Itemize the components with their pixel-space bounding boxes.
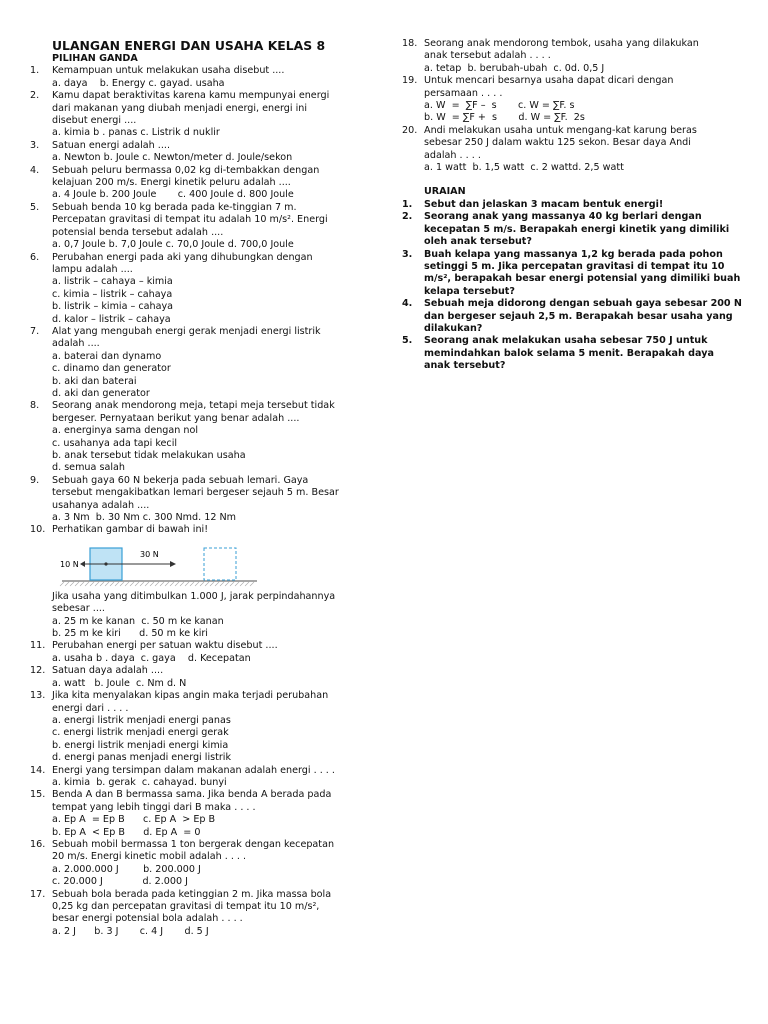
hatch-mark <box>245 582 249 586</box>
question-item <box>402 298 746 335</box>
answer-option: a. energinya sama dengan nol <box>52 425 199 437</box>
question-number: 3. <box>30 139 40 151</box>
question-text: Sebuah peluru bermassa 0,02 kg di-tembakkan dengan <box>52 164 320 176</box>
answer-option: b. 25 m ke kiri d. 50 m ke kiri <box>52 628 208 640</box>
answer-option: b. Ep A < Ep B d. Ep A = 0 <box>52 826 201 838</box>
question-text: setinggi 5 m. Jika percepatan gravitasi di tempat itu 10 <box>424 260 725 272</box>
label-left-force: 10 N <box>60 559 79 569</box>
question-text: anak tersebut adalah . . . . <box>424 50 551 62</box>
hatch-mark <box>135 582 139 586</box>
arrowhead-right-icon <box>170 561 176 567</box>
question-text: Sebuah bola berada pada ketinggian 2 m. Jika massa bola <box>52 888 332 900</box>
answer-option: d. semua salah <box>52 462 125 474</box>
answer-option: a. Ep A = Ep B c. Ep A > Ep B <box>52 814 216 826</box>
essay-question-list <box>402 199 746 373</box>
answer-option: c. 20.000 J d. 2.000 J <box>52 876 188 888</box>
question-number: 12. <box>30 665 46 677</box>
question-item <box>30 889 358 926</box>
answer-option: a. usaha b . daya c. gaya d. Kecepatan <box>52 652 251 664</box>
question-text: anak tersebut? <box>424 360 506 372</box>
question-text: Jika kita menyalakan kipas angin maka terjadi perubahan <box>52 690 329 702</box>
question-text: Sebuah meja didorong dengan sebuah gaya sebesar 200 N <box>424 298 742 310</box>
section-pilihan-ganda: PILIHAN GANDA <box>52 53 138 64</box>
question-item <box>402 38 746 63</box>
question-text: Jika usaha yang ditimbulkan 1.000 J, jarak perpindahannya <box>52 590 336 602</box>
question-text: Sebuah gaya 60 N bekerja pada sebuah lemari. Gaya <box>52 474 309 486</box>
hatch-mark <box>90 582 94 586</box>
question-item <box>402 199 746 211</box>
question-number: 16. <box>30 838 46 850</box>
question-text: Seorang anak yang massanya 40 kg berlari dengan <box>424 211 702 223</box>
question-number: 1. <box>402 198 413 210</box>
question-number: 6. <box>30 251 40 263</box>
question-text: Seorang anak mendorong tembok, usaha yang dilakukan <box>424 38 699 49</box>
question-item <box>30 475 358 512</box>
question-list-left <box>30 65 358 938</box>
answer-option: c. dinamo dan generator <box>52 363 171 375</box>
hatch-mark <box>225 582 229 586</box>
question-number: 9. <box>30 474 40 486</box>
answer-option: a. 2.000.000 J b. 200.000 J <box>52 863 201 875</box>
question-item <box>30 640 358 652</box>
question-text: usahanya adalah .... <box>52 499 150 511</box>
hatch-mark <box>130 582 134 586</box>
hatch-mark <box>120 582 124 586</box>
answer-option: a. baterai dan dynamo <box>52 350 162 362</box>
question-number: 8. <box>30 400 40 412</box>
question-text: potensial benda tersebut adalah .... <box>52 226 224 238</box>
hatch-mark <box>175 582 179 586</box>
question-item <box>30 665 358 677</box>
question-item <box>30 326 358 351</box>
hatch-mark <box>250 582 254 586</box>
hatch-mark <box>125 582 129 586</box>
hatch-mark <box>185 582 189 586</box>
answer-option: d. energi panas menjadi energi listrik <box>52 752 232 764</box>
question-item <box>30 690 358 715</box>
question-item <box>30 524 358 536</box>
question-number: 19. <box>402 75 418 87</box>
question-item <box>30 165 358 190</box>
question-text: dan bergeser sejauh 2,5 m. Berapakah besar usaha yang <box>424 310 733 322</box>
question-number: 18. <box>402 38 418 49</box>
answer-option: a. 3 Nm b. 30 Nm c. 300 Nmd. 12 Nm <box>52 512 236 524</box>
label-right-force: 30 N <box>140 549 159 559</box>
question-number: 11. <box>30 640 46 652</box>
question-text: energi dari . . . . <box>52 702 129 714</box>
answer-option: b. aki dan baterai <box>52 375 137 387</box>
block-final-position <box>204 548 236 580</box>
hatch-mark <box>100 582 104 586</box>
question-text: adalah . . . . <box>424 149 481 161</box>
question-text: disebut energi .... <box>52 115 137 127</box>
hatch-mark <box>140 582 144 586</box>
hatch-mark <box>155 582 159 586</box>
hatch-mark <box>240 582 244 586</box>
hatch-mark <box>75 582 79 586</box>
hatch-mark <box>65 582 69 586</box>
hatch-mark <box>115 582 119 586</box>
question-text: Andi melakukan usaha untuk mengang-kat karung beras <box>424 124 697 136</box>
question-text: sebesar 250 J dalam waktu 125 sekon. Besar daya Andi <box>424 137 691 149</box>
question-number: 4. <box>30 164 40 176</box>
question-text: Kemampuan untuk melakukan usaha disebut .... <box>52 65 285 77</box>
question-item <box>30 140 358 152</box>
hatch-mark <box>105 582 109 586</box>
question-number: 2. <box>30 90 40 102</box>
hatch-mark <box>180 582 184 586</box>
right-column <box>402 38 746 373</box>
hatch-mark <box>150 582 154 586</box>
hatch-mark <box>165 582 169 586</box>
question-text: dari makanan yang diubah menjadi energi, energi ini <box>52 102 307 114</box>
question-text: Sebut dan jelaskan 3 macam bentuk energi! <box>424 198 664 210</box>
hatch-mark <box>160 582 164 586</box>
question-text: Energi yang tersimpan dalam makanan adalah energi . . . . <box>52 764 335 776</box>
hatch-mark <box>200 582 204 586</box>
question-text: bergeser. Pernyataan berikut yang benar adalah .... <box>52 412 300 424</box>
question-item <box>30 400 358 425</box>
question-text: Perubahan energi pada aki yang dihubungkan dengan <box>52 251 313 263</box>
answer-option: a. kimia b. gerak c. cahayad. bunyi <box>52 776 227 788</box>
answer-option: a. energi listrik menjadi energi panas <box>52 714 231 726</box>
question-number: 4. <box>402 298 413 310</box>
answer-option: a. listrik – cahaya – kimia <box>52 276 173 288</box>
answer-option: c. energi listrik menjadi energi gerak <box>52 727 229 739</box>
question-number: 7. <box>30 325 40 337</box>
question-item <box>402 75 746 100</box>
question-number: 20. <box>402 124 418 136</box>
question-item <box>30 839 358 864</box>
question-item <box>402 211 746 248</box>
answer-option: c. kimia – listrik – cahaya <box>52 288 173 300</box>
question-number: 15. <box>30 789 46 801</box>
answer-option: b. listrik – kimia – cahaya <box>52 301 174 313</box>
question-text: Seorang anak mendorong meja, tetapi meja tersebut tidak <box>52 400 335 412</box>
question-text: Untuk mencari besarnya usaha dapat dicari dengan <box>424 75 674 87</box>
question-text: Satuan energi adalah .... <box>52 139 171 151</box>
question-item <box>30 591 358 616</box>
question-item <box>402 125 746 162</box>
question-text: sebesar .... <box>52 603 105 615</box>
question-text: Benda A dan B bermassa sama. Jika benda A berada pada <box>52 789 332 801</box>
question-number: 17. <box>30 888 46 900</box>
answer-option: a. daya b. Energy c. gayad. usaha <box>52 77 225 89</box>
hatch-mark <box>145 582 149 586</box>
hatch-mark <box>70 582 74 586</box>
question-text: 0,25 kg dan percepatan gravitasi di tempat itu 10 m/s², <box>52 901 320 912</box>
question-text: kelapa tersebut? <box>424 285 515 297</box>
question-text: Kamu dapat beraktivitas karena kamu mempunyai energi <box>52 90 330 102</box>
answer-option: a. watt b. Joule c. Nm d. N <box>52 677 187 689</box>
question-item <box>402 335 746 372</box>
section-uraian: URAIAN <box>424 186 466 198</box>
question-list-right <box>402 38 746 174</box>
hatch-mark <box>95 582 99 586</box>
question-text: Satuan daya adalah .... <box>52 665 164 677</box>
answer-option: d. kalor – listrik – cahaya <box>52 313 171 325</box>
hatch-mark <box>60 582 64 586</box>
question-text: tempat yang lebih tinggi dari B maka . . . . <box>52 801 256 813</box>
answer-option: a. Newton b. Joule c. Newton/meter d. Joule/sekon <box>52 152 293 164</box>
question-text: Buah kelapa yang massanya 1,2 kg berada pada pohon <box>424 248 723 260</box>
arrowhead-left-icon <box>80 561 85 567</box>
question-item <box>30 90 358 127</box>
spacer <box>402 174 746 186</box>
question-text: 20 m/s. Energi kinetic mobil adalah . . . . <box>52 851 247 863</box>
question-number: 3. <box>402 248 413 260</box>
question-text: Seorang anak melakukan usaha sebesar 750 J untuk <box>424 335 708 347</box>
answer-option: a. 25 m ke kanan c. 50 m ke kanan <box>52 615 224 627</box>
question-item <box>30 252 358 277</box>
question-text: lampu adalah .... <box>52 263 133 275</box>
answer-option: a. 0,7 Joule b. 7,0 Joule c. 70,0 Joule d. 700,0 Joule <box>52 239 294 251</box>
hatch-mark <box>190 582 194 586</box>
question-text: Perhatikan gambar di bawah ini! <box>52 524 209 536</box>
hatch-mark <box>110 582 114 586</box>
question-text: Perubahan energi per satuan waktu disebut .... <box>52 640 278 652</box>
answer-option: a. tetap b. berubah-ubah c. 0d. 0,5 J <box>424 62 605 74</box>
question-text: besar energi potensial bola adalah . . . . <box>52 913 243 925</box>
question-text: dilakukan? <box>424 322 483 334</box>
hatch-mark <box>210 582 214 586</box>
question-number: 14. <box>30 764 46 776</box>
question-text: m/s², berapakah besar energi potensial yang dimiliki buah <box>424 273 741 285</box>
hatch-mark <box>195 582 199 586</box>
page-title: ULANGAN ENERGI DAN USAHA KELAS 8 <box>52 38 326 53</box>
force-diagram <box>52 543 262 587</box>
hatch-mark <box>170 582 174 586</box>
question-item <box>30 789 358 814</box>
question-number: 5. <box>402 335 413 347</box>
force-origin-dot <box>104 562 107 565</box>
question-text: persamaan . . . . <box>424 87 503 99</box>
answer-option: a. 2 J b. 3 J c. 4 J d. 5 J <box>52 925 209 937</box>
left-column <box>30 38 358 938</box>
answer-option: a. kimia b . panas c. Listrik d nuklir <box>52 127 220 139</box>
question-text: Alat yang mengubah energi gerak menjadi energi listrik <box>52 325 321 337</box>
question-text: Sebuah benda 10 kg berada pada ke-tinggian 7 m. <box>52 201 297 213</box>
hatch-mark <box>80 582 84 586</box>
answer-option: d. aki dan generator <box>52 387 150 399</box>
question-text: tersebut mengakibatkan lemari bergeser sejauh 5 m. Besar <box>52 487 339 499</box>
question-number: 10. <box>30 524 46 536</box>
hatch-mark <box>220 582 224 586</box>
hatch-mark <box>85 582 89 586</box>
question-number: 13. <box>30 690 46 702</box>
question-item <box>30 765 358 777</box>
question-item <box>402 249 746 299</box>
question-item <box>30 65 358 77</box>
hatch-mark <box>215 582 219 586</box>
question-number: 2. <box>402 211 413 223</box>
hatch-mark <box>205 582 209 586</box>
hatch-mark <box>230 582 234 586</box>
answer-option: b. anak tersebut tidak melakukan usaha <box>52 450 246 461</box>
floor-hatch <box>60 582 254 586</box>
question-text: kelajuan 200 m/s. Energi kinetik peluru adalah .... <box>52 177 291 189</box>
answer-option: a. 1 watt b. 1,5 watt c. 2 wattd. 2,5 watt <box>424 162 624 174</box>
force-diagram-svg <box>52 543 262 587</box>
question-number: 5. <box>30 201 40 213</box>
question-text: oleh anak tersebut? <box>424 236 532 248</box>
answer-option: b. W = ∑F + s d. W = ∑F. 2s <box>424 112 585 124</box>
answer-option: c. usahanya ada tapi kecil <box>52 437 178 449</box>
question-text: adalah .... <box>52 338 100 350</box>
question-number: 1. <box>30 65 40 77</box>
question-text: Percepatan gravitasi di tempat itu adalah 10 m/s². Energi <box>52 214 328 226</box>
answer-option: a. 4 Joule b. 200 Joule c. 400 Joule d. 800 Joule <box>52 189 294 201</box>
question-item <box>30 202 358 239</box>
question-text: Sebuah mobil bermassa 1 ton bergerak dengan kecepatan <box>52 838 335 850</box>
answer-option: a. W = ∑F – s c. W = ∑F. s <box>424 100 575 112</box>
question-text: memindahkan balok selama 5 menit. Berapakah daya <box>424 347 714 359</box>
question-text: kecepatan 5 m/s. Berapakah energi kinetik yang dimiliki <box>424 223 730 235</box>
hatch-mark <box>235 582 239 586</box>
answer-option: b. energi listrik menjadi energi kimia <box>52 739 229 751</box>
